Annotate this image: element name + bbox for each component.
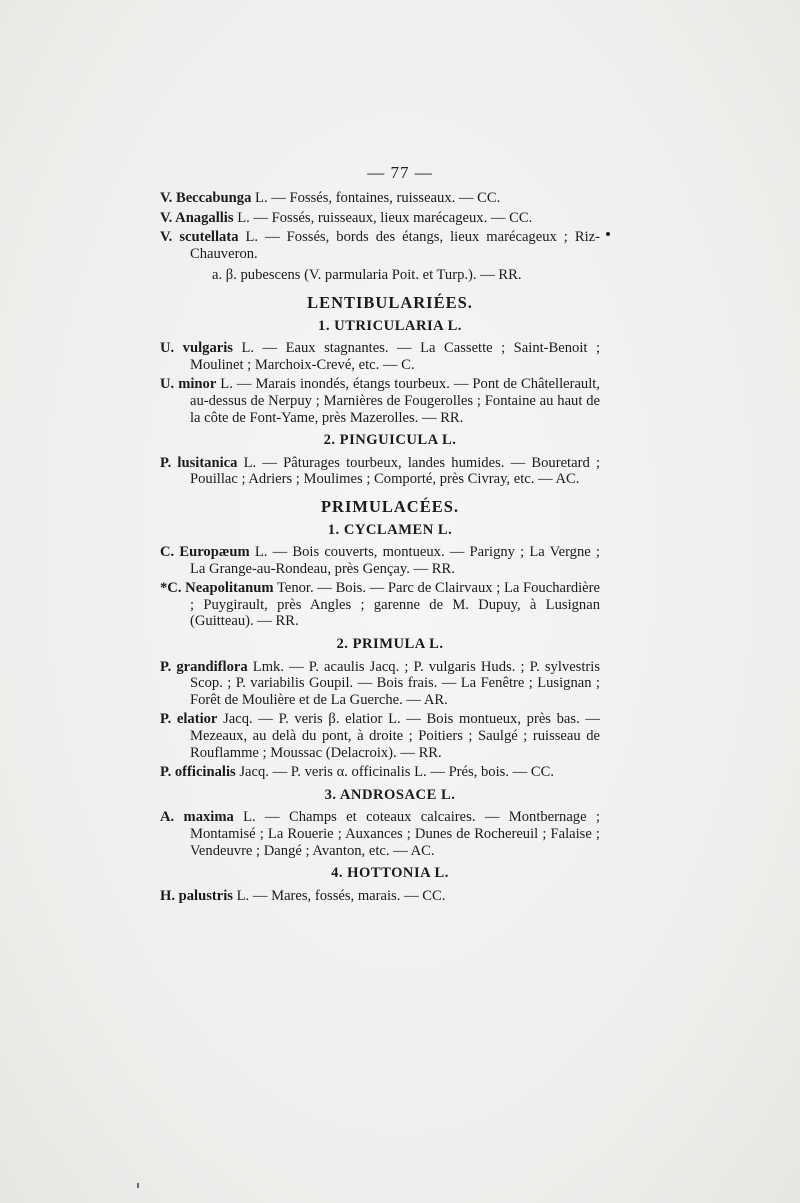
species-name: *C. Neapolitanum [160,580,274,597]
species-text: Lmk. — P. acaulis Jacq. ; P. vulgaris Huds. ; P. sylvestris Scop. ; P. variabilis Goupil. — Bois frais. — La Fenêtre ; Lusignan ; Forêt de Moulière et de La Guerche. — AR. [190,658,600,708]
page-number: — 77 — [367,163,433,182]
species-name: H. palustris [160,887,233,904]
species-text: Jacq. — P. veris α. officinalis L. — Prés, bois. — CC. [235,764,554,781]
genus-heading: 2. PINGUICULA L. [323,432,457,449]
species-name: P. lusitanica [160,454,238,471]
ink-spot [606,232,610,236]
species-text: L. — Marais inondés, étangs tourbeux. — Pont de Châtellerault, au-dessus de Nerpuy ; Marnières de Fougerolles ; Fontaine au haut de la côte de Font-Yame, près Mazerolles. — RR. [190,376,600,426]
species-name: P. elatior [160,711,218,728]
species-text: L. — Champs et coteaux calcaires. — Montbernage ; Montamisé ; La Rouerie ; Auxances ; Dunes de Rochereuil ; Falaise ; Vendeuvre ; Dangé ; Avanton, etc. — AC. [190,809,600,859]
species-entry [160,229,600,262]
species-name: V. Anagallis [160,209,234,226]
page-content [160,190,600,907]
species-entry [160,376,600,426]
species-text: L. — Fossés, ruisseaux, lieux marécageux. — CC. [233,209,533,226]
species-entry [160,455,600,488]
species-text: L. — Pâturages tourbeux, landes humides. — Bouretard ; Pouillac ; Adriers ; Moulimes ; Comporté, près Civray, etc. — AC. [190,454,600,488]
species-name: U. minor [160,376,217,393]
species-entry [160,711,600,761]
species-text: L. — Mares, fossés, marais. — CC. [232,887,446,904]
species-text: Jacq. — P. veris β. elatior L. — Bois montueux, près bas. — Mezeaux, au delà du pont, à droite ; Poitiers ; Saulgé ; ruisseau de Rouflamme ; Moussac (Delacroix). — RR. [190,711,600,761]
species-entry [160,764,600,781]
genus-heading: 3. ANDROSACE L. [324,786,456,803]
species-name: U. vulgaris [160,340,233,357]
species-name: V. Beccabunga [160,190,252,206]
species-text: L. — Bois couverts, montueux. — Parigny ; La Vergne ; La Grange-au-Rondeau, près Gençay. — RR. [190,544,600,577]
species-entry [160,210,600,227]
species-name: V. scutellata [160,229,239,246]
page-mark [137,1183,139,1188]
family-heading: LENTIBULARIÉES. [307,292,473,312]
species-text: Tenor. — Bois. — Parc de Clairvaux ; La Fouchardière ; Puygirault, près Angles ; garenne de M. Dupuy, à Lusignan (Guitteau). — RR. [190,580,600,630]
species-text: L. — Eaux stagnantes. — La Cassette ; Saint-Benoit ; Moulinet ; Marchoix-Crevé, etc. — C. [190,340,601,373]
species-name: P. grandiflora [160,658,248,675]
family-heading: PRIMULACÉES. [320,496,460,516]
genus-heading: 1. UTRICULARIA L. [318,317,462,334]
genus-heading: 4. HOTTONIA L. [331,865,449,882]
species-text: L. — Fossés, fontaines, ruisseaux. — CC. [251,190,501,206]
genus-heading: 1. CYCLAMEN L. [327,521,453,538]
species-entry [160,659,600,709]
species-entry [160,340,600,373]
species-entry [160,888,600,905]
species-entry [160,809,600,859]
species-name: P. officinalis [160,764,236,781]
species-name: C. Europæum [160,544,250,561]
species-text: L. — Fossés, bords des étangs, lieux marécageux ; Riz-Chauveron. [190,229,600,262]
species-name: A. maxima [160,809,234,826]
species-entry [160,580,600,630]
species-entry [160,544,600,577]
species-entry [160,190,600,207]
variety-line: a. β. pubescens (V. parmularia Poit. et Turp.). — RR. [212,267,522,284]
genus-heading: 2. PRIMULA L. [336,636,444,653]
